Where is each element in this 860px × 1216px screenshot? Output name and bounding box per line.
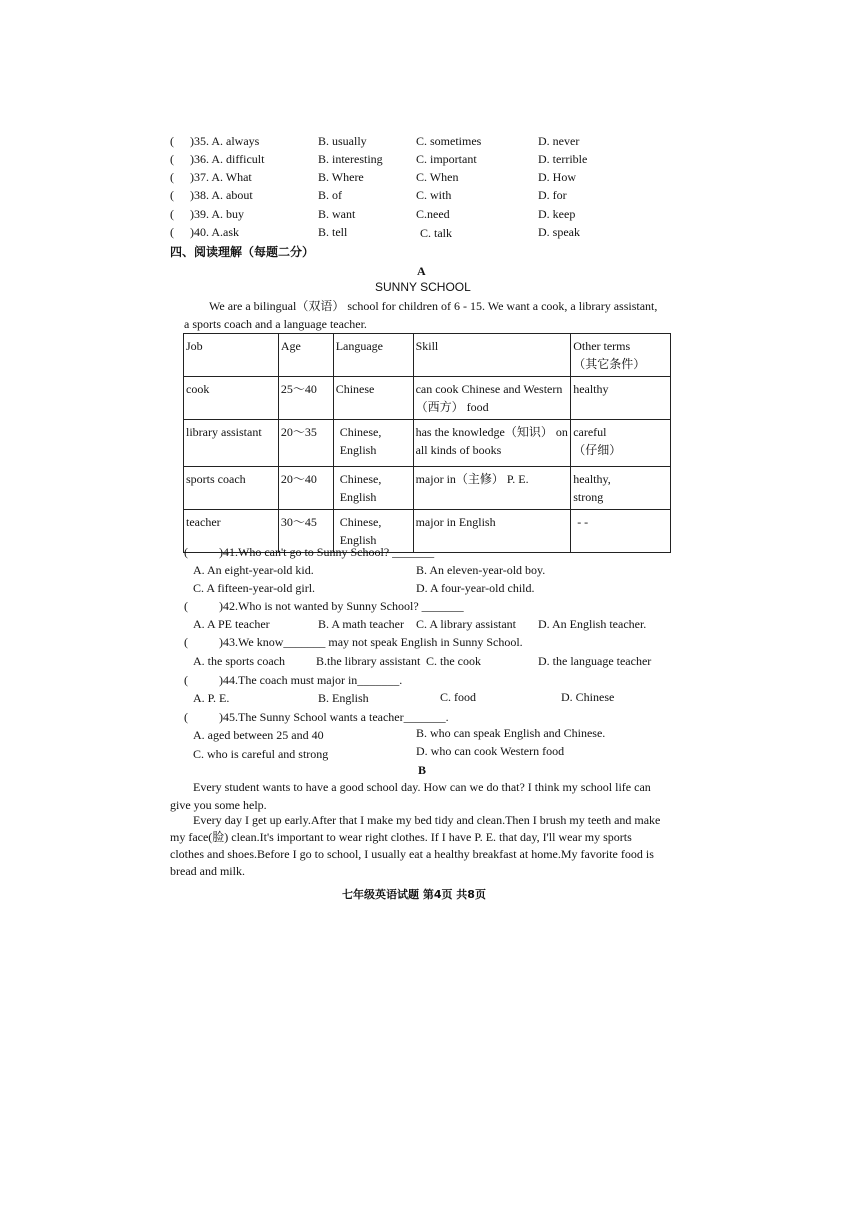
table-header bbox=[571, 334, 671, 377]
question-stem: )41.Who can't go to Sunny School? _______ bbox=[219, 545, 435, 559]
cell-text: English bbox=[339, 490, 377, 504]
cell-text: careful bbox=[573, 425, 607, 439]
answer-paren: ( bbox=[170, 152, 174, 166]
table-cell: teacher bbox=[184, 510, 279, 553]
passage-letter: B bbox=[418, 763, 427, 777]
cell-text: English bbox=[339, 533, 377, 547]
option-b: B. An eleven-year-old boy. bbox=[416, 563, 546, 577]
option-d: D. Chinese bbox=[561, 690, 615, 704]
table-row bbox=[184, 377, 671, 420]
table-header-text: （其它条件） bbox=[573, 357, 646, 371]
option-c: C. who is careful and strong bbox=[193, 747, 329, 761]
answer-paren: ( bbox=[184, 673, 188, 687]
question-stem: )43.We know_______ may not speak English in Sunny School. bbox=[219, 635, 523, 649]
question-stem: )42.Who is not wanted by Sunny School? _______ bbox=[219, 599, 464, 613]
option-d: D. who can cook Western food bbox=[416, 744, 565, 758]
table-header: Age bbox=[278, 334, 333, 377]
passage-line: give you some help. bbox=[170, 798, 267, 812]
table-cell bbox=[571, 420, 671, 467]
option-c: C. the cook bbox=[426, 654, 481, 668]
table-cell: 30～45 bbox=[278, 510, 333, 553]
option-b: B. English bbox=[318, 691, 369, 705]
section-title: 四、阅读理解（每题二分） bbox=[170, 245, 315, 259]
cloze-option-d: D. How bbox=[538, 170, 576, 184]
passage-intro: We are a bilingual（双语） school for children of 6 - 15. We want a cook, a library assistant, bbox=[209, 299, 658, 313]
option-a: A. An eight-year-old kid. bbox=[193, 563, 314, 577]
passage-line: clothes and shoes.Before I go to school, I usually eat a healthy breakfast at home.My favorite food is bbox=[170, 847, 654, 861]
table-header-text: Other terms bbox=[573, 339, 631, 353]
cloze-option-b: B. usually bbox=[318, 134, 367, 148]
answer-paren: ( bbox=[170, 170, 174, 184]
table-cell: healthy bbox=[571, 377, 671, 420]
answer-paren: ( bbox=[170, 188, 174, 202]
cloze-option-c: C. When bbox=[416, 170, 459, 184]
answer-paren: ( bbox=[170, 207, 174, 221]
option-b: B. who can speak English and Chinese. bbox=[416, 726, 606, 740]
answer-paren: ( bbox=[184, 545, 188, 559]
cell-text: Chinese, bbox=[339, 472, 382, 486]
table-cell bbox=[333, 420, 413, 467]
cloze-option-b: B. Where bbox=[318, 170, 364, 184]
table-cell: 25～40 bbox=[278, 377, 333, 420]
cloze-option-c: C. talk bbox=[420, 226, 452, 240]
option-d: D. the language teacher bbox=[538, 654, 652, 668]
table-header: Skill bbox=[413, 334, 571, 377]
option-c: C. A library assistant bbox=[416, 617, 516, 631]
cloze-option-a: )35. A. always bbox=[190, 134, 260, 148]
option-c: C. food bbox=[440, 690, 476, 704]
cell-text: Chinese, bbox=[339, 425, 382, 439]
table-cell: library assistant bbox=[184, 420, 279, 467]
cloze-option-d: D. speak bbox=[538, 225, 580, 239]
answer-paren: ( bbox=[184, 710, 188, 724]
option-a: A. the sports coach bbox=[193, 654, 285, 668]
option-b: B. A math teacher bbox=[318, 617, 404, 631]
cell-text: English bbox=[339, 443, 377, 457]
table-header: Language bbox=[333, 334, 413, 377]
answer-paren: ( bbox=[170, 225, 174, 239]
passage-line: Every student wants to have a good school day. How can we do that? I think my school life can bbox=[193, 780, 651, 794]
cloze-option-a: )38. A. about bbox=[190, 188, 253, 202]
table-cell: sports coach bbox=[184, 467, 279, 510]
cloze-option-d: D. keep bbox=[538, 207, 576, 221]
table-cell bbox=[413, 420, 571, 467]
cell-text: （西方） food bbox=[415, 400, 489, 414]
cloze-option-a: )39. A. buy bbox=[190, 207, 244, 221]
option-d: D. An English teacher. bbox=[538, 617, 647, 631]
cloze-option-c: C. sometimes bbox=[416, 134, 482, 148]
passage-line: bread and milk. bbox=[170, 864, 245, 878]
table-header-row bbox=[184, 334, 671, 377]
option-d: D. A four-year-old child. bbox=[416, 581, 535, 595]
option-c: C. A fifteen-year-old girl. bbox=[193, 581, 316, 595]
cell-text: Chinese, bbox=[339, 515, 382, 529]
table-row bbox=[184, 420, 671, 467]
cell-text: strong bbox=[573, 490, 604, 504]
option-a: A. P. E. bbox=[193, 691, 230, 705]
table-cell: major in（主修） P. E. bbox=[413, 467, 571, 510]
cloze-option-c: C. important bbox=[416, 152, 477, 166]
table-cell: 20～40 bbox=[278, 467, 333, 510]
answer-paren: ( bbox=[184, 599, 188, 613]
page-footer: 七年级英语试题 第4页 共8页 bbox=[342, 888, 486, 901]
cell-text: all kinds of books bbox=[415, 443, 502, 457]
table-cell: cook bbox=[184, 377, 279, 420]
cloze-option-b: B. of bbox=[318, 188, 342, 202]
cloze-option-c: C.need bbox=[416, 207, 450, 221]
cloze-option-a: )36. A. difficult bbox=[190, 152, 265, 166]
cloze-row bbox=[170, 134, 174, 149]
cell-text: （仔细） bbox=[573, 443, 622, 457]
option-a: A. A PE teacher bbox=[193, 617, 270, 631]
table-header: Job bbox=[184, 334, 279, 377]
cloze-option-b: B. interesting bbox=[318, 152, 383, 166]
answer-paren: ( bbox=[184, 635, 188, 649]
passage-title: SUNNY SCHOOL bbox=[375, 280, 471, 294]
table-row bbox=[184, 467, 671, 510]
answer-paren: ( bbox=[170, 134, 174, 148]
table-cell bbox=[333, 467, 413, 510]
cloze-option-d: D. never bbox=[538, 134, 580, 148]
cloze-option-b: B. tell bbox=[318, 225, 348, 239]
jobs-table bbox=[183, 333, 671, 553]
passage-line: my face(脸) clean.It's important to wear right clothes. If I have P. E. that day, I'll wear my sports bbox=[170, 830, 632, 844]
question-stem: )44.The coach must major in_______. bbox=[219, 673, 403, 687]
passage-line: Every day I get up early.After that I make my bed tidy and clean.Then I brush my teeth and make bbox=[193, 813, 661, 827]
passage-intro: a sports coach and a language teacher. bbox=[184, 317, 367, 331]
option-a: A. aged between 25 and 40 bbox=[193, 728, 324, 742]
table-cell: - - bbox=[571, 510, 671, 553]
cloze-option-a: )40. A.ask bbox=[190, 225, 239, 239]
cell-text: healthy, bbox=[573, 472, 611, 486]
cloze-option-c: C. with bbox=[416, 188, 452, 202]
option-b: B.the library assistant bbox=[316, 654, 421, 668]
cell-text: has the knowledge（知识） on bbox=[415, 425, 568, 439]
cloze-option-a: )37. A. What bbox=[190, 170, 252, 184]
passage-letter: A bbox=[417, 264, 426, 278]
table-cell bbox=[413, 377, 571, 420]
question-stem: )45.The Sunny School wants a teacher_______. bbox=[219, 710, 449, 724]
cloze-option-d: D. for bbox=[538, 188, 567, 202]
cell-text: can cook Chinese and Western bbox=[415, 382, 563, 396]
table-cell: major in English bbox=[413, 510, 571, 553]
table-cell: 20～35 bbox=[278, 420, 333, 467]
cloze-option-d: D. terrible bbox=[538, 152, 588, 166]
table-cell bbox=[571, 467, 671, 510]
table-cell: Chinese bbox=[333, 377, 413, 420]
cloze-option-b: B. want bbox=[318, 207, 356, 221]
